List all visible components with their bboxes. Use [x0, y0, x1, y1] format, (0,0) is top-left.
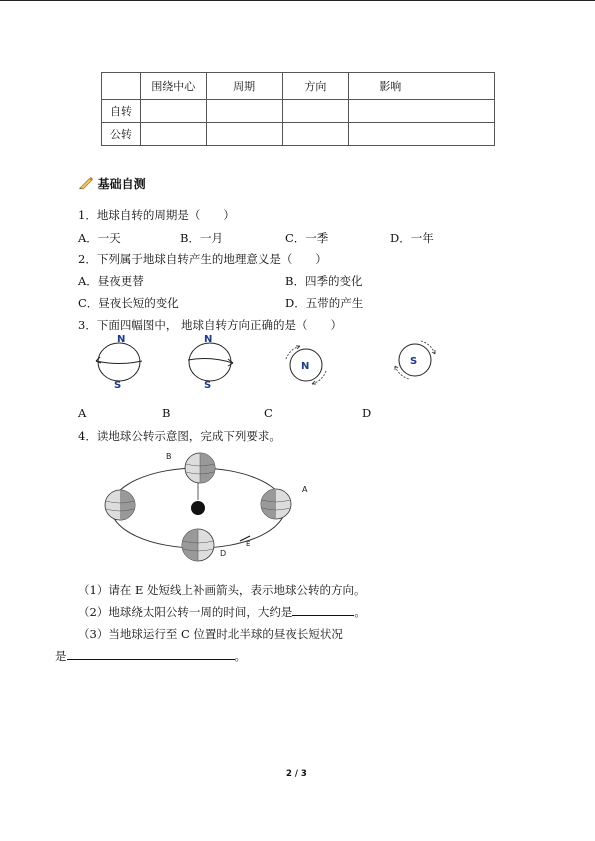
q1-option-d[interactable]: D．一年: [390, 231, 434, 245]
q2-option-b[interactable]: B．四季的变化: [285, 274, 363, 288]
q4-sub-1: （1）请在 E 处短线上补画箭头，表示地球公转的方向。: [78, 583, 366, 597]
table-cell[interactable]: [349, 100, 495, 123]
q4-sub-2-answer-blank[interactable]: [292, 604, 354, 616]
q2-option-c[interactable]: C．昼夜长短的变化: [78, 296, 179, 310]
table-cell[interactable]: [140, 100, 206, 123]
figure-b-south-label: S: [204, 380, 212, 391]
table-header-cell: 影响: [349, 73, 495, 100]
q4-sub-2-text: （2）地球绕太阳公转一周的时间，大约是: [78, 605, 293, 619]
q4-sub-3-end: 。: [234, 649, 246, 663]
question-4-stem: 4．读地球公转示意图，完成下列要求。: [78, 429, 281, 443]
diagram-label-b: B: [166, 452, 172, 461]
figure-c-earth-rotation: [280, 343, 332, 387]
question-3-stem: 3．下面四幅图中， 地球自转方向正确的是（ ）: [78, 318, 342, 332]
table-row: [102, 123, 495, 146]
earth-position-c: [105, 490, 135, 520]
figure-label-d[interactable]: D: [362, 406, 372, 420]
table-header-row: [102, 73, 495, 100]
rotation-revolution-table: [101, 72, 495, 146]
figure-d-earth-rotation: [389, 338, 441, 382]
q2-option-a[interactable]: A．昼夜更替: [78, 274, 144, 288]
section-heading: [78, 175, 146, 192]
figure-label-c[interactable]: C: [264, 406, 273, 420]
section-title: 基础自测: [97, 177, 146, 191]
table-cell[interactable]: [206, 100, 282, 123]
figure-a-south-label: S: [114, 380, 122, 391]
q1-option-a[interactable]: A．一天: [78, 231, 121, 245]
earth-position-d: [182, 529, 214, 561]
table-header-cell: [102, 73, 141, 100]
earth-position-a: [261, 489, 291, 519]
diagram-label-d: D: [220, 549, 227, 558]
figure-c-pole-label: N: [301, 361, 310, 372]
diagram-label-a: A: [302, 485, 308, 494]
page-top-rule: [0, 0, 595, 1]
figure-label-b[interactable]: B: [162, 406, 171, 420]
question-2-stem: 2．下列属于地球自转产生的地理意义是（ ）: [78, 252, 327, 266]
table-cell[interactable]: [282, 100, 349, 123]
q4-sub-3-answer-blank[interactable]: [67, 648, 235, 660]
row-label: 公转: [102, 123, 141, 146]
q2-option-d[interactable]: D．五带的产生: [285, 296, 364, 310]
table-cell[interactable]: [282, 123, 349, 146]
q1-option-c[interactable]: C．一季: [285, 231, 329, 245]
q4-sub-3-line-2: [55, 648, 246, 664]
row-label: 自转: [102, 100, 141, 123]
earth-position-b: [185, 453, 215, 483]
table-header-cell: 周期: [206, 73, 282, 100]
figure-a-north-label: N: [117, 334, 126, 345]
q4-sub-2-end: 。: [354, 605, 366, 619]
diagram-label-e: E: [246, 540, 251, 548]
earth-orbit-diagram: [100, 448, 310, 576]
figure-b-north-label: N: [204, 334, 213, 345]
table-cell[interactable]: [349, 123, 495, 146]
page-number: 2 / 3: [286, 769, 307, 779]
table-header-cell: 围绕中心: [140, 73, 206, 100]
table-cell[interactable]: [140, 123, 206, 146]
q1-option-b[interactable]: B．一月: [180, 231, 223, 245]
figure-a-earth-rotation: [88, 330, 150, 392]
figure-b-earth-rotation: [183, 330, 245, 392]
q4-sub-3-line-1: （3）当地球运行至 C 位置时北半球的昼夜长短状况: [78, 627, 343, 641]
table-row: [102, 100, 495, 123]
question-1-stem: 1．地球自转的周期是（ ）: [78, 208, 235, 222]
sun-icon: [191, 501, 205, 515]
table-cell[interactable]: [206, 123, 282, 146]
table-header-cell: 方向: [282, 73, 349, 100]
figure-label-a[interactable]: A: [78, 406, 87, 420]
q4-sub-2: [78, 604, 366, 620]
figure-d-pole-label: S: [410, 356, 418, 367]
q4-sub-3-text: 是: [55, 649, 67, 663]
pen-icon: [78, 176, 94, 190]
